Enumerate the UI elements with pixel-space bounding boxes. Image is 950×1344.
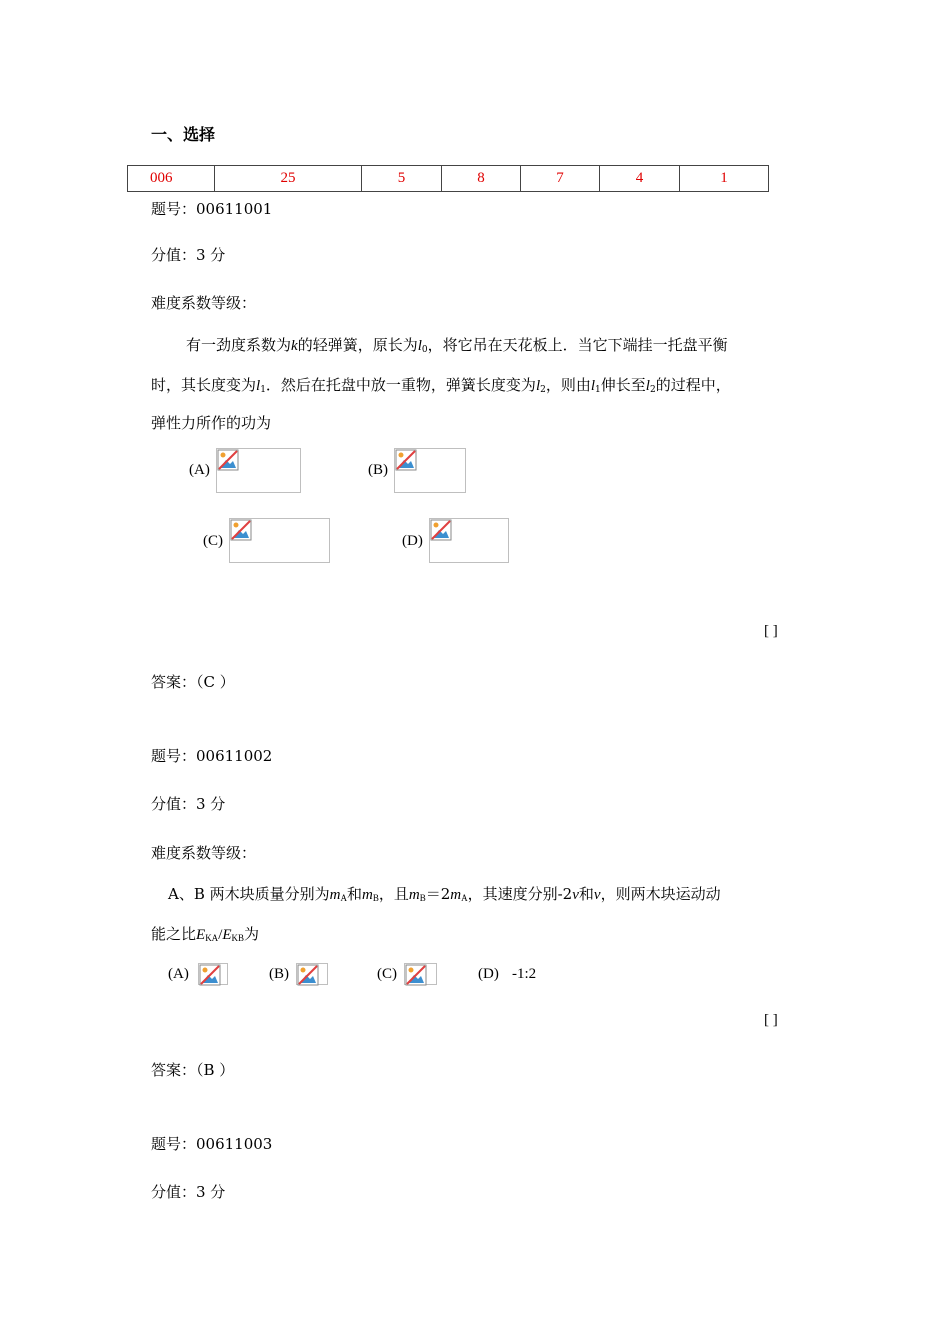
question-score: 分值：3 分 xyxy=(151,1183,226,1201)
option-a-label: (A) xyxy=(168,966,189,982)
question-stem-line: 能之比$E_{KA}/E_{KB}$为 xyxy=(151,925,260,943)
question-stem-line: 时，其长度变为$l_1$．然后在托盘中放一重物，弹簧长度变为$l_2$，则由$l_1$伸长至$l_2$的过程中， xyxy=(151,376,731,395)
option-d-label: (D) xyxy=(478,966,499,982)
table-cell: 1 xyxy=(680,166,769,192)
broken-image-icon xyxy=(429,518,509,563)
answer-bracket: [ ] xyxy=(764,1012,778,1028)
broken-image-icon xyxy=(404,963,437,985)
table-row xyxy=(128,166,769,192)
question-stem-line: A、B 两木块质量分别为$m_A$和$m_B$，且$m_B=2m_A$，其速度分别-2v和v，则两木块运动动 xyxy=(168,885,721,903)
broken-image-icon xyxy=(229,518,330,563)
answer-line: 答案：（B ） xyxy=(151,1061,235,1079)
question-id: 题号：00611001 xyxy=(151,200,273,218)
option-c-label: (C) xyxy=(203,533,223,549)
answer-line: 答案：（C ） xyxy=(151,673,235,691)
broken-image-icon xyxy=(198,963,228,985)
option-b-label: (B) xyxy=(368,462,388,478)
question-score: 分值：3 分 xyxy=(151,795,226,813)
broken-image-icon xyxy=(296,963,328,985)
section-title: 一、选择 xyxy=(151,125,216,144)
broken-image-icon xyxy=(216,448,301,493)
question-score: 分值：3 分 xyxy=(151,246,226,264)
table-cell: 25 xyxy=(215,166,362,192)
question-stem-line: 有一劲度系数为k的轻弹簧，原长为$l_0$，将它吊在天花板上．当它下端挂一托盘平衡 xyxy=(186,336,728,355)
table-cell: 4 xyxy=(600,166,680,192)
option-c-label: (C) xyxy=(377,966,397,982)
option-b-label: (B) xyxy=(269,966,289,982)
question-id: 题号：00611002 xyxy=(151,747,273,765)
answer-bracket: [ ] xyxy=(764,623,778,639)
option-d-value: -1:2 xyxy=(512,966,537,982)
option-d-label: (D) xyxy=(402,533,423,549)
question-difficulty: 难度系数等级： xyxy=(151,844,257,862)
table-cell: 5 xyxy=(362,166,442,192)
broken-image-icon xyxy=(394,448,466,493)
question-id: 题号：00611003 xyxy=(151,1135,273,1153)
option-a-label: (A) xyxy=(189,462,210,478)
question-difficulty: 难度系数等级： xyxy=(151,294,257,312)
table-cell: 7 xyxy=(521,166,600,192)
question-stem-line: 弹性力所作的功为 xyxy=(151,414,272,432)
table-cell: 006 xyxy=(128,166,215,192)
table-cell: 8 xyxy=(442,166,521,192)
question-code-table xyxy=(127,165,769,192)
